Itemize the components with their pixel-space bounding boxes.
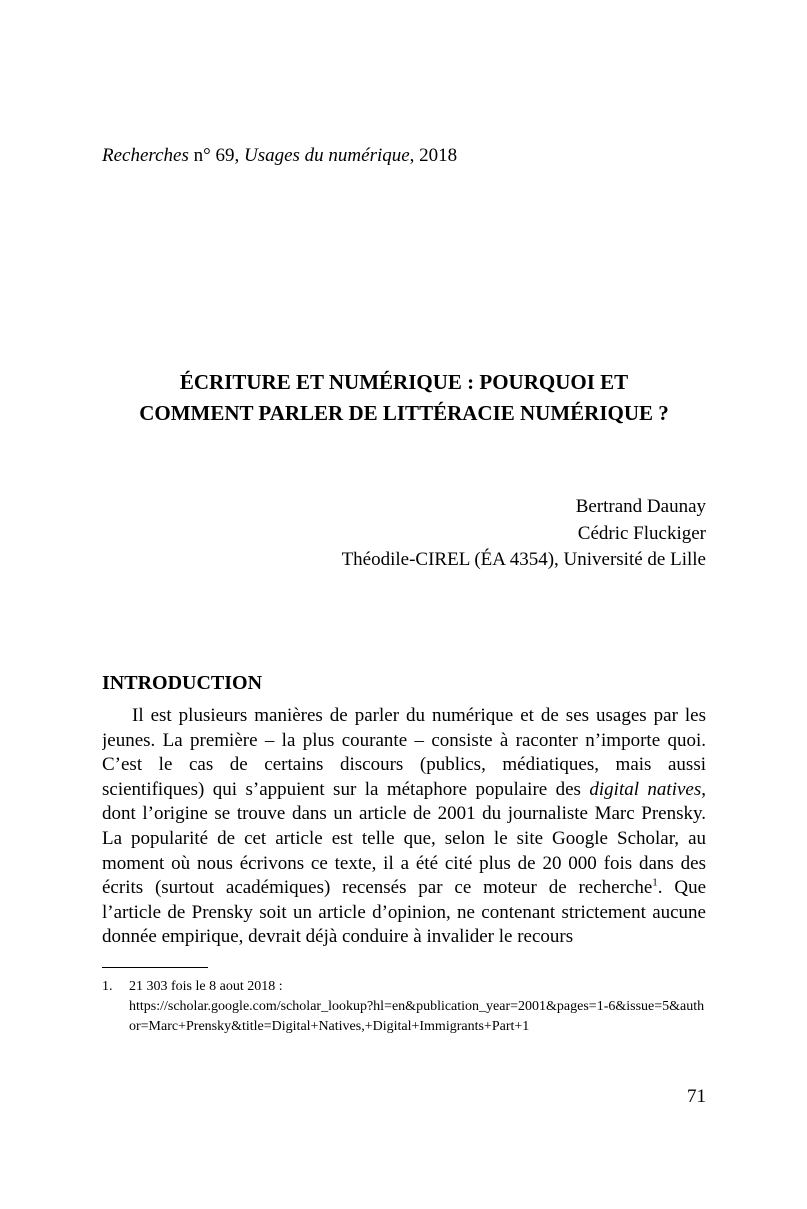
- section-heading: INTRODUCTION: [102, 672, 263, 694]
- page-number: 71: [687, 1086, 706, 1107]
- paragraph-text: . Que l’article de Prensky soit un article d’opinion, ne contenant strictement aucune donnée empirique, devrait déjà conduire à invalider le recours: [102, 877, 706, 948]
- issue-number: n° 69,: [188, 145, 244, 166]
- footnote-number: 1.: [102, 979, 113, 994]
- author-affiliation: Théodile-CIREL (ÉA 4354), Université de Lille: [341, 549, 706, 570]
- author-name: Bertrand Daunay: [575, 496, 706, 517]
- title-line-2: COMMENT PARLER DE LITTÉRACIE NUMÉRIQUE ?: [139, 401, 669, 425]
- title-line-1: ÉCRITURE ET NUMÉRIQUE : POURQUOI ET: [179, 370, 629, 394]
- issue-theme: Usages du numérique: [243, 145, 410, 166]
- paragraph-text: , dont l’origine se trouve dans un article de 2001 du journaliste Marc Prensky. La popularité de cet article est telle que, selon le site Google Scholar, au moment où nous écrivons ce texte, il a été cité plus de 20 000 fois dans des écrits (surtout académiques) recensés par ce moteur de recherche: [102, 778, 706, 899]
- body-paragraph: [102, 704, 706, 950]
- paragraph-text: Il est plusieurs manières de parler du numérique et de ses usages par les jeunes. La première – la plus courante – consiste à raconter n’importe quoi. C’est le cas de certains discours (publics, médiatiques, mais aussi scientifiques) qui s’appuient sur la métaphore populaire des: [102, 705, 706, 800]
- issue-year: , 2018: [409, 145, 458, 166]
- footnote-body: [129, 977, 706, 1037]
- article-title: [102, 367, 706, 429]
- author-block: [342, 494, 706, 574]
- author-name: Cédric Fluckiger: [577, 522, 706, 544]
- footnote-text: 21 303 fois le 8 aout 2018 :: [129, 979, 283, 994]
- journal-name: Recherches: [102, 145, 189, 166]
- running-head: [102, 143, 457, 169]
- paragraph-emphasis: digital natives: [589, 778, 702, 800]
- footnote-url[interactable]: https://scholar.google.com/scholar_lookup?hl=en&publication_year=2001&pages=1-6&issue=5&author=Marc+Prensky&title=Digital+Natives,+Digital+Immigrants+Part+1: [129, 999, 705, 1034]
- footnote: [102, 977, 706, 1037]
- footnote-separator: [102, 967, 208, 968]
- footnote-reference[interactable]: 1: [652, 876, 658, 889]
